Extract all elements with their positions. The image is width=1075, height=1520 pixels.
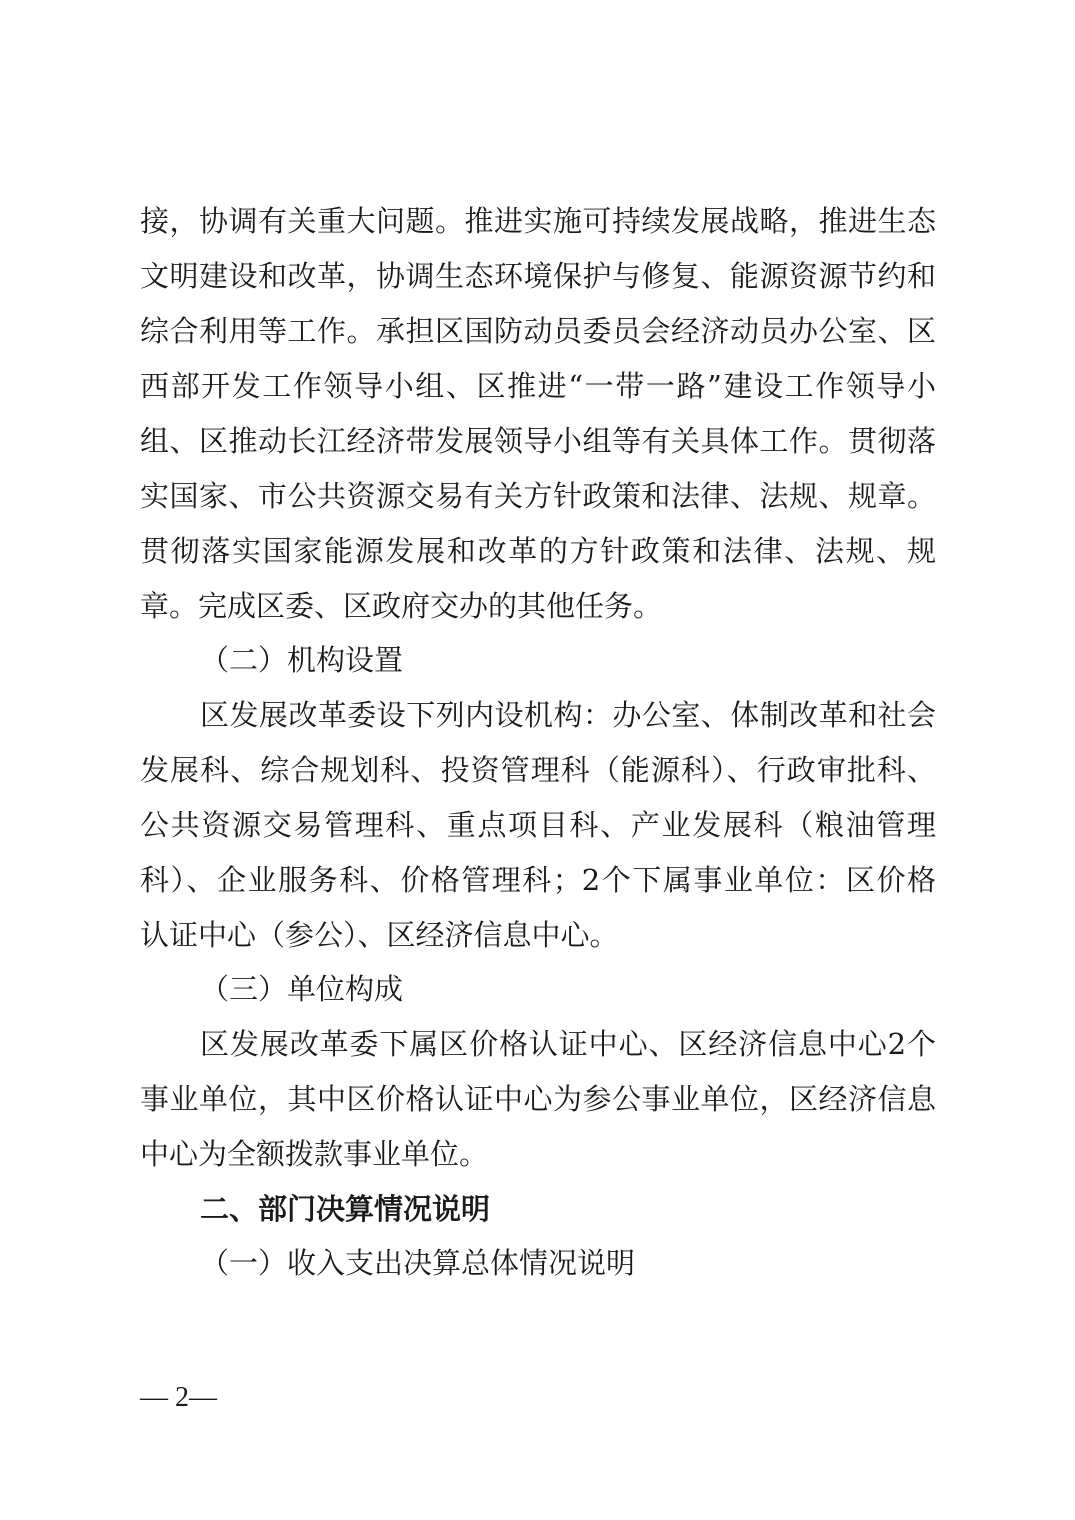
paragraph-line: 认证中心（参公）、区经济信息中心。 [140,918,619,952]
section-title: 二、部门决算情况说明 [200,1192,491,1226]
paragraph-line: 事业单位，其中区价格认证中心为参公事业单位，区经济信息 [140,1082,936,1116]
paragraph-line: 发展科、综合规划科、投资管理科（能源科）、行政审批科、 [140,753,936,787]
paragraph-line: 贯彻落实国家能源发展和改革的方针政策和法律、法规、规 [140,534,936,568]
paragraph-line: 接，协调有关重大问题。推进实施可持续发展战略，推进生态 [140,204,936,238]
paragraph-line: 章。完成区委、区政府交办的其他任务。 [140,589,663,623]
subheading-institutions: （二）机构设置 [200,643,404,677]
paragraph-line: 公共资源交易管理科、重点项目科、产业发展科（粮油管理 [140,808,936,842]
paragraph-line: 区发展改革委下属区价格认证中心、区经济信息中心2个 [200,1027,936,1061]
paragraph-line: 中心为全额拨款事业单位。 [140,1137,489,1171]
paragraph-line: 综合利用等工作。承担区国防动员委员会经济动员办公室、区 [140,314,936,348]
subheading-unit-composition: （三）单位构成 [200,972,404,1006]
subsection-title: （一）收入支出决算总体情况说明 [200,1246,636,1280]
paragraph-line: 西部开发工作领导小组、区推进“一带一路”建设工作领导小 [140,369,936,403]
paragraph-line: 科）、企业服务科、价格管理科；2个下属事业单位：区价格 [140,863,936,897]
page-number: — 2— [140,1382,217,1413]
paragraph-line: 组、区推动长江经济带发展领导小组等有关具体工作。贯彻落 [140,424,936,458]
paragraph-line: 实国家、市公共资源交易有关方针政策和法律、法规、规章。 [140,479,936,513]
paragraph-line: 区发展改革委设下列内设机构：办公室、体制改革和社会 [200,698,936,732]
paragraph-line: 文明建设和改革，协调生态环境保护与修复、能源资源节约和 [140,259,936,293]
